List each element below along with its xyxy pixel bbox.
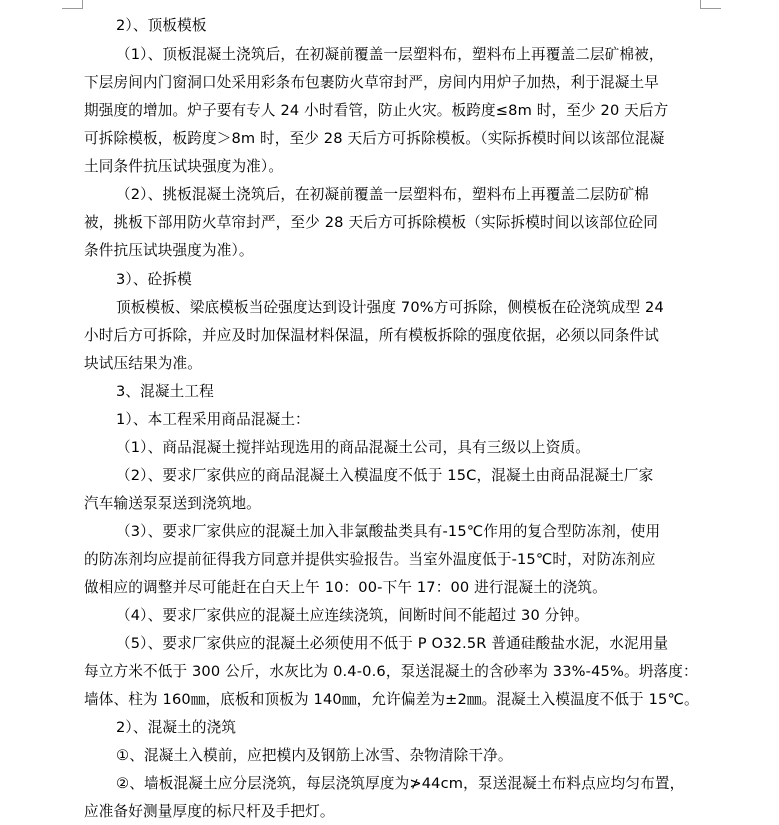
paragraph-line: 每立方米不低于 300 公斤，水灰比为 0.4-0.6，泵送混凝土的含砂率为 33%-45%。坍落度： bbox=[84, 663, 698, 680]
heading-top-slab-formwork: 2）、顶板模板 bbox=[116, 17, 207, 34]
paragraph-line: 期强度的增加。炉子要有专人 24 小时看管，防止火灾。板跨度≤8m 时，至少 20 天后方 bbox=[84, 102, 669, 119]
crop-mark-top-left bbox=[62, 0, 83, 9]
paragraph-line: （4）、要求厂家供应的混凝土应连续浇筑，间断时间不能超过 30 分钟。 bbox=[116, 607, 589, 624]
paragraph-line: ①、混凝土入模前，应把模内及钢筋上冰雪、杂物清除干净。 bbox=[116, 747, 513, 764]
heading-concrete-works: 3、混凝土工程 bbox=[116, 383, 214, 400]
paragraph-line: 条件抗压试块强度为准）。 bbox=[84, 242, 254, 259]
paragraph-line: 小时后方可拆除，并应及时加保温材料保温，所有模板拆除的强度依据，必须以同条件试 bbox=[84, 327, 660, 344]
paragraph-line: （5）、要求厂家供应的混凝土必须使用不低于 P O32.5R 普通硅酸盐水泥，水泥用量 bbox=[116, 635, 669, 652]
paragraph-line: （2）、要求厂家供应的商品混凝土入模温度不低于 15C，混凝土由商品混凝土厂家 bbox=[116, 467, 654, 484]
paragraph-line: （3）、要求厂家供应的混凝土加入非氯酸盐类具有-15℃作用的复合型防冻剂，使用 bbox=[116, 523, 661, 540]
paragraph-line: 土同条件抗压试块强度为准）。 bbox=[84, 158, 284, 175]
paragraph-line: （1）、商品混凝土搅拌站现选用的商品混凝土公司，具有三级以上资质。 bbox=[116, 439, 590, 456]
paragraph-line: 墙体、柱为 160㎜，底板和顶板为 140㎜，允许偏差为±2㎜。混凝土入模温度不低于 15℃。 bbox=[84, 691, 699, 708]
paragraph-line: 顶板模板、梁底模板当砼强度达到设计强度 70%方可拆除，侧模板在砼浇筑成型 24 bbox=[116, 299, 664, 316]
paragraph-line: 做相应的调整并尽可能赶在白天上午 10：00-下午 17：00 进行混凝土的浇筑。 bbox=[84, 579, 607, 596]
heading-concrete-form-removal: 3）、砼拆模 bbox=[116, 271, 192, 288]
paragraph-line: （2）、挑板混凝土浇筑后，在初凝前覆盖一层塑料布，塑料布上再覆盖二层防矿棉 bbox=[116, 186, 649, 203]
paragraph-line: 汽车输送泵泵送到浇筑地。 bbox=[84, 495, 261, 512]
paragraph-line: 块试压结果为准。 bbox=[84, 355, 202, 372]
heading-commercial-concrete: 1）、本工程采用商品混凝土： bbox=[116, 411, 310, 428]
paragraph-line: 可拆除模板，板跨度＞8m 时，至少 28 天后方可拆除模板。（实际拆模时间以该部位混凝 bbox=[84, 130, 665, 147]
paragraph-line: 下层房间内门窗洞口处采用彩条布包裹防火草帘封严，房间内用炉子加热，利于混凝土早 bbox=[84, 74, 660, 91]
paragraph-line: ②、墙板混凝土应分层浇筑，每层浇筑厚度为≯44cm，泵送混凝土布料点应均匀布置， bbox=[116, 775, 685, 792]
paragraph-line: 应准备好测量厚度的标尺杆及手把灯。 bbox=[84, 803, 335, 820]
paragraph-line: 被，挑板下部用防火草帘封严，至少 28 天后方可拆除模板（实际拆模时间以该部位砼同 bbox=[84, 214, 658, 231]
heading-concrete-pouring: 2）、混凝土的浇筑 bbox=[116, 719, 237, 736]
paragraph-line: 的防冻剂均应提前征得我方同意并提供实验报告。当室外温度低于-15℃时，对防冻剂应 bbox=[84, 551, 656, 568]
crop-mark-top-right bbox=[700, 0, 721, 9]
paragraph-line: （1）、顶板混凝土浇筑后，在初凝前覆盖一层塑料布，塑料布上再覆盖二层矿棉被， bbox=[116, 46, 664, 63]
